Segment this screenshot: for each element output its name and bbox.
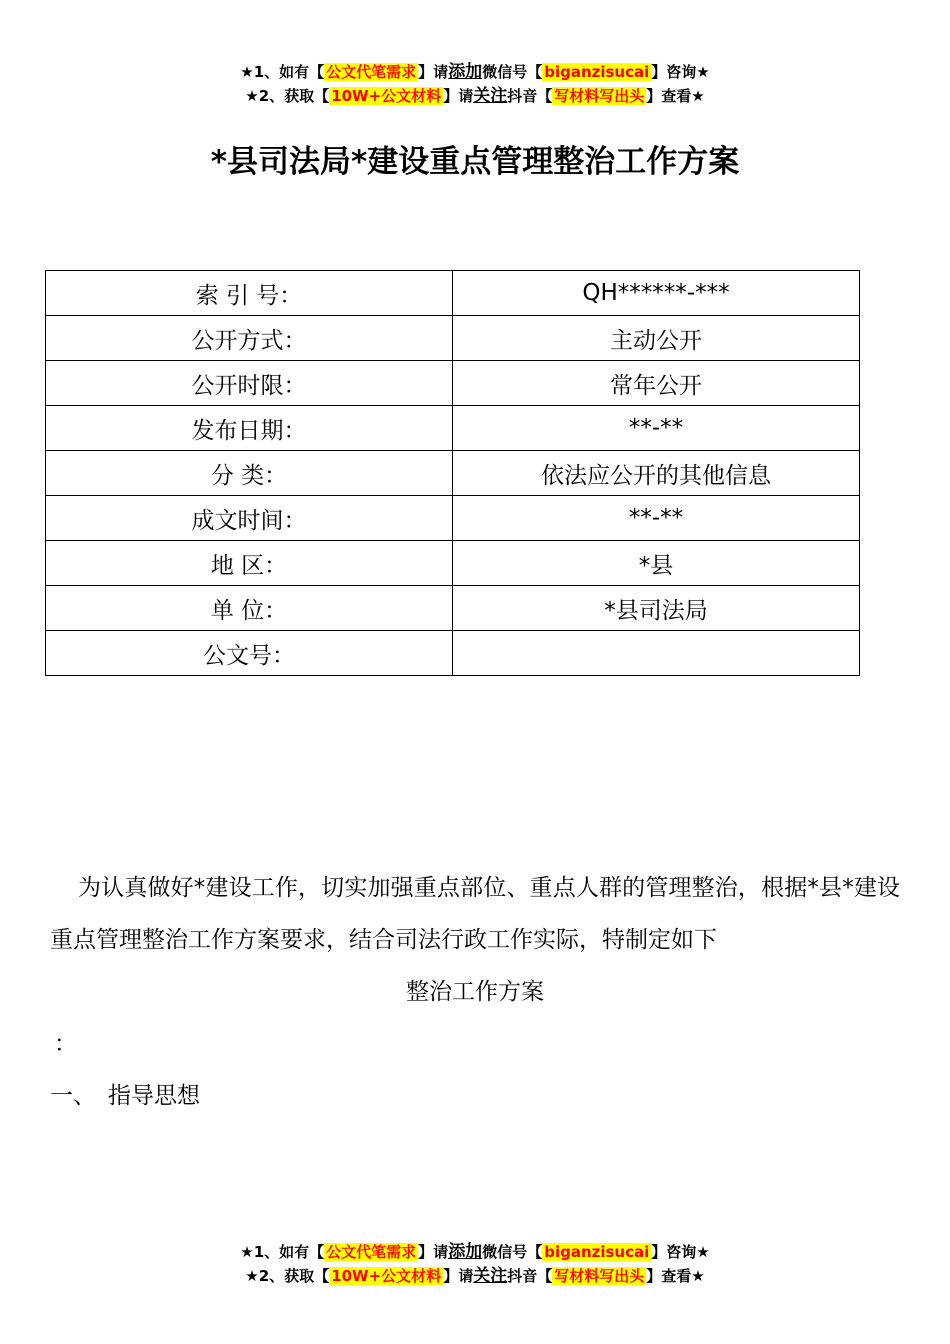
meta-label: 公开时限： bbox=[46, 361, 453, 406]
table-row bbox=[46, 586, 860, 631]
meta-label: 地 区： bbox=[46, 541, 453, 586]
banner-line-1: ★1、如有【 公文代笔需求 】请添加微信号【 biganzisucai 】咨询★ bbox=[240, 1242, 710, 1262]
table-row bbox=[46, 406, 860, 451]
section-title: 指导思想 bbox=[108, 1083, 200, 1109]
meta-value: 常年公开 bbox=[453, 361, 860, 406]
meta-value: QH******-*** bbox=[453, 271, 860, 316]
meta-label: 发布日期： bbox=[46, 406, 453, 451]
top-banner bbox=[0, 60, 950, 108]
banner-highlight: 10W+公文材料 bbox=[331, 87, 442, 105]
banner-line-2: ★2、获取【 10W+公文材料 】请关注抖音【 写材料写出头 】查看★ bbox=[245, 86, 705, 106]
meta-value: *县司法局 bbox=[453, 586, 860, 631]
banner-highlight: 公文代笔需求 bbox=[326, 1243, 417, 1261]
intro-colon: ： bbox=[54, 1031, 77, 1057]
banner-highlight: 10W+公文材料 bbox=[331, 1267, 442, 1285]
meta-label: 公文号： bbox=[46, 631, 453, 676]
table-row bbox=[46, 496, 860, 541]
banner-douyin-id: 写材料写出头 bbox=[554, 87, 645, 105]
table-row bbox=[46, 361, 860, 406]
table-row bbox=[46, 451, 860, 496]
meta-value: *县 bbox=[453, 541, 860, 586]
banner-wechat-id: biganzisucai bbox=[544, 1243, 650, 1261]
meta-label: 单 位： bbox=[46, 586, 453, 631]
meta-label: 公开方式： bbox=[46, 316, 453, 361]
banner-line-1: ★1、如有【 公文代笔需求 】请添加微信号【 biganzisucai 】咨询★ bbox=[240, 62, 710, 82]
banner-line-2: ★2、获取【 10W+公文材料 】请关注抖音【 写材料写出头 】查看★ bbox=[245, 1266, 705, 1286]
banner-douyin-id: 写材料写出头 bbox=[554, 1267, 645, 1285]
meta-label: 成文时间： bbox=[46, 496, 453, 541]
section-heading bbox=[50, 1070, 900, 1122]
document-body bbox=[50, 862, 900, 1122]
table-row bbox=[46, 541, 860, 586]
meta-value bbox=[453, 631, 860, 676]
meta-value: **-** bbox=[453, 406, 860, 451]
metadata-table bbox=[45, 270, 860, 676]
banner-highlight: 公文代笔需求 bbox=[326, 63, 417, 81]
intro-paragraph: 为认真做好*建设工作，切实加强重点部位、重点人群的管理整治，根据*县*建设重点管理整治工作方案要求，结合司法行政工作实际，特制定如下 bbox=[50, 875, 900, 953]
banner-wechat-id: biganzisucai bbox=[544, 63, 650, 81]
intro-paragraph-tail: 整治工作方案 bbox=[406, 979, 544, 1005]
section-number: 一、 bbox=[50, 1083, 96, 1109]
meta-value: 主动公开 bbox=[453, 316, 860, 361]
bottom-banner bbox=[0, 1240, 950, 1288]
table-row bbox=[46, 271, 860, 316]
meta-value: 依法应公开的其他信息 bbox=[453, 451, 860, 496]
table-row bbox=[46, 631, 860, 676]
meta-value: **-** bbox=[453, 496, 860, 541]
table-row bbox=[46, 316, 860, 361]
meta-label: 索 引 号： bbox=[46, 271, 453, 316]
meta-label: 分 类： bbox=[46, 451, 453, 496]
document-title: *县司法局*建设重点管理整治工作方案 bbox=[210, 144, 740, 180]
